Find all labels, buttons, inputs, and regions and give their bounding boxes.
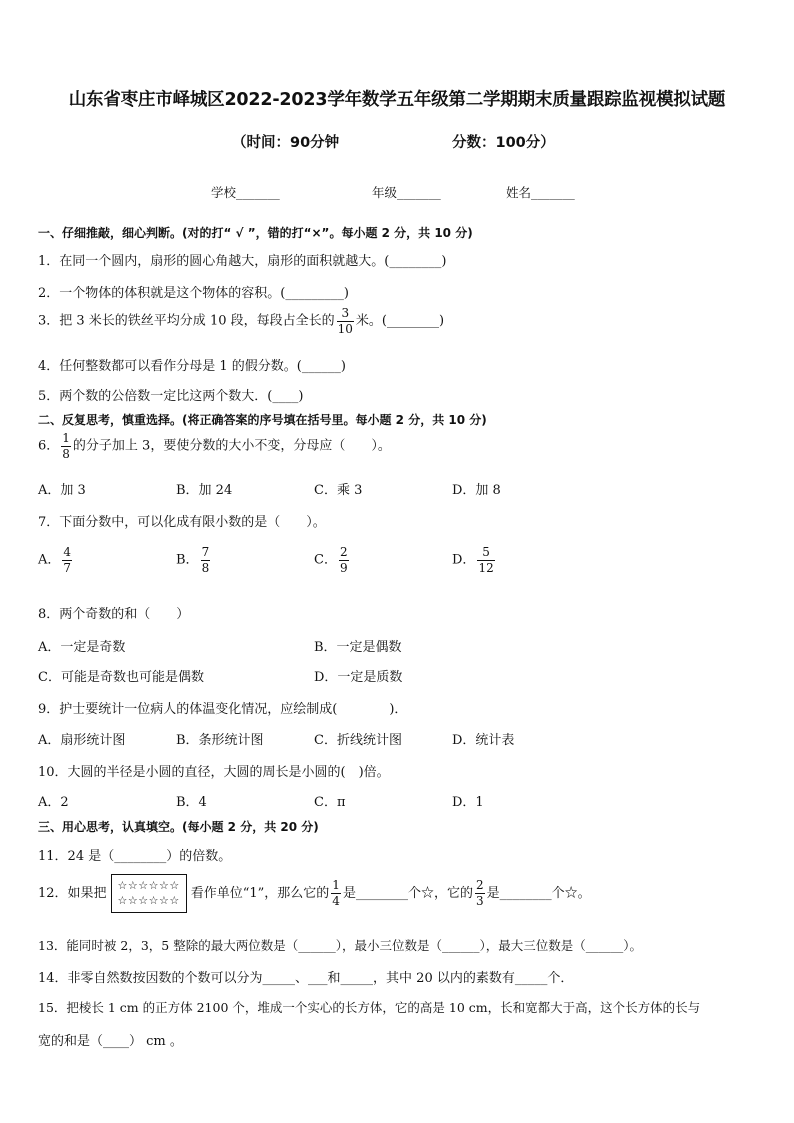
fraction: $\frac{3}{10}$ bbox=[337, 306, 353, 336]
question-9: 9．护士要统计一位病人的体温变化情况，应绘制成( )． bbox=[38, 702, 408, 717]
q6-option-c[interactable]: C．乘 3 bbox=[314, 483, 363, 498]
q10-option-b[interactable]: B．4 bbox=[176, 795, 207, 810]
question-6: 6． $\frac{1}{8}$ 的分子加上 3，要使分数的大小不变，分母应（ ）。 bbox=[38, 431, 391, 461]
question-15-line-1: 15．把棱长 1 cm 的正方体 2100 个，堆成一个实心的长方体，它的高是 10 cm，长和宽都大于高，这个长方体的长与 bbox=[38, 1000, 701, 1015]
exam-time: （时间：90分钟 bbox=[232, 135, 340, 151]
q8-option-a[interactable]: A．一定是奇数 bbox=[38, 640, 126, 655]
section-2-heading: 二、反复思考，慎重选择。(将正确答案的序号填在括号里。每小题 2 分，共 10 分) bbox=[38, 413, 487, 427]
question-7: 7．下面分数中，可以化成有限小数的是（ ）。 bbox=[38, 515, 326, 530]
question-2: 2．一个物体的体积就是这个物体的容积。(_________) bbox=[38, 286, 349, 301]
q9-option-d[interactable]: D．统计表 bbox=[452, 733, 515, 748]
section-1-heading: 一、仔细推敲，细心判断。(对的打“ √ ”，错的打“×”。每小题 2 分，共 10 分) bbox=[38, 226, 473, 240]
star-box bbox=[111, 874, 187, 913]
q10-option-c[interactable]: C．π bbox=[314, 795, 346, 810]
question-11: 11．24 是（________）的倍数。 bbox=[38, 849, 232, 864]
question-1: 1．在同一个圆内，扇形的圆心角越大，扇形的面积就越大。(________) bbox=[38, 254, 447, 269]
star-row: ☆☆☆☆☆☆ bbox=[117, 879, 180, 892]
q9-option-b[interactable]: B．条形统计图 bbox=[176, 733, 264, 748]
fraction: $\frac{2}{3}$ bbox=[475, 878, 484, 908]
question-3-tail: 米。(________) bbox=[355, 313, 445, 329]
fraction: $\frac{1}{8}$ bbox=[62, 431, 70, 461]
q6-option-d[interactable]: D．加 8 bbox=[452, 483, 501, 498]
question-13: 13．能同时被 2，3，5 整除的最大两位数是（______），最小三位数是（______），最大三位数是（______）。 bbox=[38, 938, 642, 953]
page-title: 山东省枣庄市峄城区2022-2023学年数学五年级第二学期期末质量跟踪监视模拟试题 bbox=[68, 90, 726, 110]
q10-option-a[interactable]: A．2 bbox=[38, 795, 69, 810]
q7-option-b[interactable]: B． $\frac{7}{8}$ bbox=[176, 545, 210, 575]
school-field[interactable]: 学校_______ bbox=[211, 185, 280, 200]
question-5: 5．两个数的公倍数一定比这两个数大．(____) bbox=[38, 389, 304, 404]
question-3 bbox=[38, 307, 444, 335]
question-15-line-2: 宽的和是（____） cm 。 bbox=[38, 1034, 183, 1049]
question-4: 4．任何整数都可以看作分母是 1 的假分数。(______) bbox=[38, 359, 346, 374]
q8-option-c[interactable]: C．可能是奇数也可能是偶数 bbox=[38, 670, 204, 685]
q7-option-a[interactable]: A． $\frac{4}{7}$ bbox=[38, 545, 72, 575]
exam-score: 分数：100分） bbox=[452, 135, 555, 151]
q7-option-c[interactable]: C． $\frac{2}{9}$ bbox=[314, 545, 348, 575]
grade-field[interactable]: 年级_______ bbox=[372, 185, 441, 200]
question-3-text: 3．把 3 米长的铁丝平均分成 10 段，每段占全长的 bbox=[38, 313, 335, 329]
question-10: 10．大圆的半径是小圆的直径，大圆的周长是小圆的( )倍。 bbox=[38, 765, 390, 780]
q6-option-b[interactable]: B．加 24 bbox=[176, 483, 233, 498]
q9-option-c[interactable]: C．折线统计图 bbox=[314, 733, 402, 748]
q6-option-a[interactable]: A．加 3 bbox=[38, 483, 86, 498]
q9-option-a[interactable]: A．扇形统计图 bbox=[38, 733, 126, 748]
fraction: $\frac{1}{4}$ bbox=[332, 878, 340, 908]
question-8: 8．两个奇数的和（ ） bbox=[38, 607, 190, 622]
section-3-heading: 三、用心思考，认真填空。(每小题 2 分，共 20 分) bbox=[38, 820, 319, 834]
name-field[interactable]: 姓名_______ bbox=[506, 185, 575, 200]
star-row: ☆☆☆☆☆☆ bbox=[117, 894, 180, 908]
q7-option-d[interactable]: D． $\frac{5}{12}$ bbox=[452, 545, 494, 575]
question-12: 12．如果把 ☆☆☆☆☆☆ ☆☆☆☆☆☆ 看作单位“1”，那么它的 $\frac{1}{4}$ 是________个☆，它的 $\frac{2}{3}$ 是________个☆。 bbox=[38, 874, 591, 913]
question-14: 14．非零自然数按因数的个数可以分为_____、___和_____，其中 20 以内的素数有_____个． bbox=[38, 971, 574, 986]
q8-option-b[interactable]: B．一定是偶数 bbox=[314, 640, 402, 655]
q10-option-d[interactable]: D．1 bbox=[452, 795, 484, 810]
q8-option-d[interactable]: D．一定是质数 bbox=[314, 670, 403, 685]
